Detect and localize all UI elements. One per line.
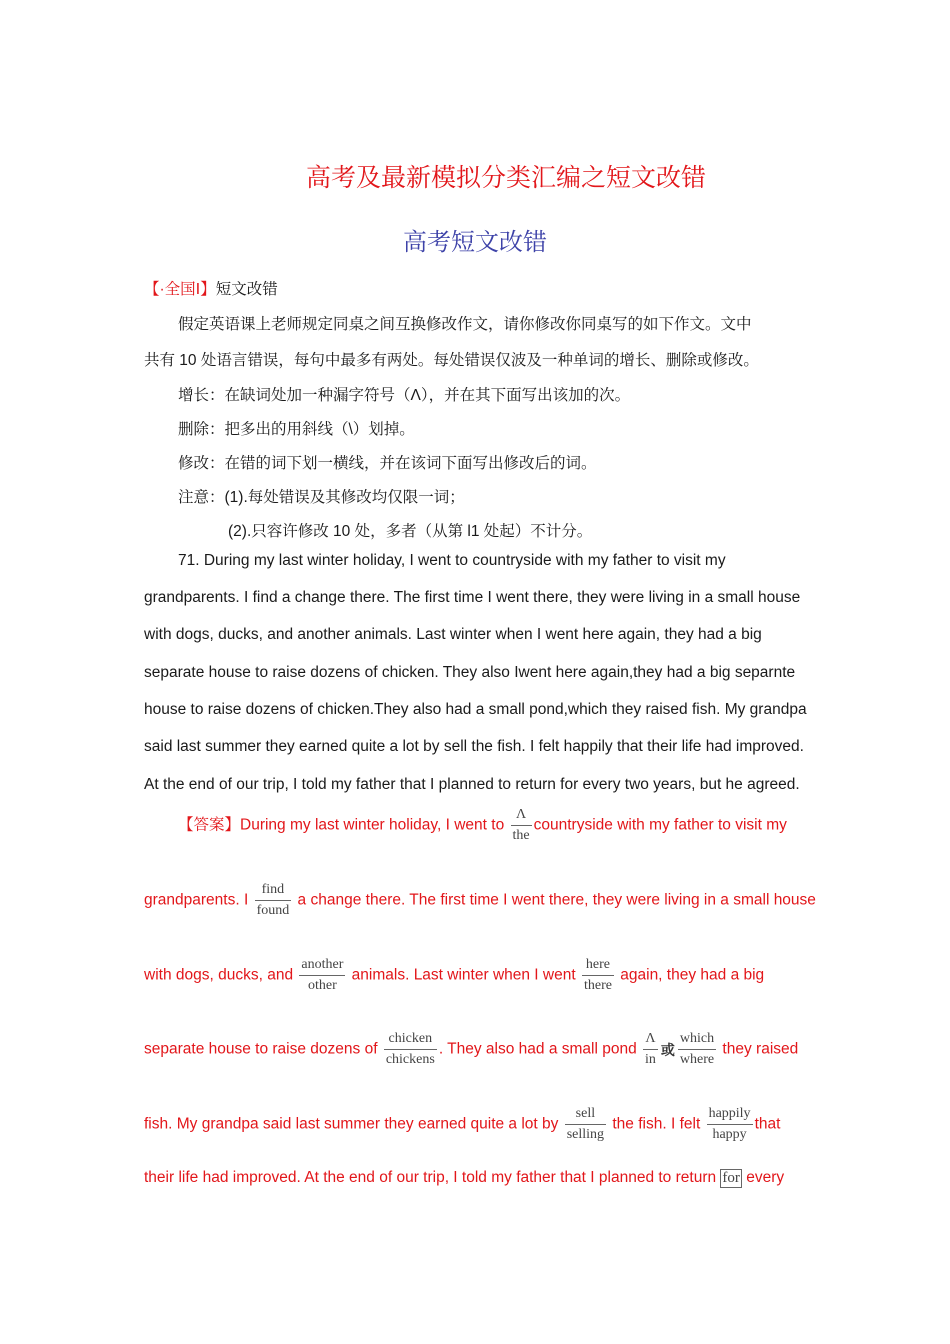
- answer-text: countryside with my father to visit my: [533, 816, 787, 834]
- bracket-close: 】: [200, 281, 216, 298]
- answer-text: grandparents. I: [144, 891, 253, 909]
- correction-chicken-chickens: [384, 1032, 437, 1067]
- instruction-intro-2: 共有 10 处语言错误，每句中最多有两处。每处错误仅波及一种单词的增长、删除或修改。: [144, 352, 759, 369]
- correction-right: found: [256, 903, 290, 918]
- answer-text: they raised: [718, 1040, 799, 1058]
- correction-wrong: chicken: [384, 1032, 437, 1050]
- correction-right: the: [512, 828, 530, 843]
- correction-wrong: happily: [707, 1107, 753, 1125]
- answer-text: their life had improved. At the end of our trip, I told my father that I planned to return: [144, 1169, 721, 1186]
- section-name: 短文改错: [215, 281, 278, 298]
- correction-right: there: [583, 978, 612, 993]
- answer-text: with dogs, ducks, and: [144, 966, 298, 984]
- sub-title: 高考短文改错: [403, 228, 547, 256]
- instruction-add: 增长：在缺词处加一种漏字符号（Λ），并在其下面写出该加的次。: [178, 387, 631, 404]
- correction-wrong: find: [255, 883, 292, 901]
- question-line-5: house to raise dozens of chicken.They also had a small pond,which they raised fish. My grandpa: [144, 701, 807, 718]
- correction-wrong: sell: [565, 1107, 606, 1125]
- answer-text: the fish. I felt: [608, 1115, 705, 1133]
- question-line-3: with dogs, ducks, and another animals. Last winter when I went here again, they had a big: [144, 626, 762, 643]
- correction-right: selling: [566, 1127, 605, 1142]
- correction-insert-in: [643, 1032, 658, 1067]
- answer-label: 【答案】: [178, 816, 241, 834]
- correction-wrong: here: [582, 958, 614, 976]
- section-source: ·全国Ⅰ: [159, 281, 201, 298]
- correction-right: in: [645, 1052, 656, 1067]
- answer-text: every: [741, 1169, 785, 1186]
- answer-text: animals. Last winter when I went: [347, 966, 580, 984]
- answer-text: again, they had a big: [615, 966, 765, 984]
- instruction-note-1: 注意：(1).每处错误及其修改均仅限一词；: [178, 489, 465, 506]
- or-marker: 或: [660, 1042, 675, 1059]
- answer-text: . They also had a small pond: [438, 1040, 642, 1058]
- question-line-4: separate house to raise dozens of chicken. They also Iwent here again,they had a big separnte: [144, 664, 796, 681]
- correction-here-there: [582, 958, 614, 993]
- correction-find-found: [255, 883, 292, 918]
- correction-wrong: which: [678, 1032, 716, 1050]
- bracket-open: 【: [144, 281, 160, 298]
- answer-line-4: [144, 1032, 798, 1067]
- answer-line-6: [144, 1169, 784, 1188]
- answer-line-1: [178, 808, 787, 843]
- answer-text: fish. My grandpa said last summer they earned quite a lot by: [144, 1115, 563, 1133]
- answer-text: a change there. The first time I went there, they were living in a small house: [293, 891, 816, 909]
- answer-text: separate house to raise dozens of: [144, 1040, 382, 1058]
- correction-wrong: Λ: [643, 1032, 658, 1050]
- correction-wrong: Λ: [511, 808, 532, 826]
- section-heading: [144, 277, 278, 299]
- correction-right: chickens: [385, 1052, 435, 1067]
- instruction-note-2: (2).只容许修改 10 处，多者（从第 l1 处起）不计分。: [228, 523, 593, 540]
- deletion-box-for: for: [722, 1170, 740, 1186]
- answer-line-3: [144, 958, 764, 993]
- correction-another-other: [299, 958, 345, 993]
- question-line-2: grandparents. I find a change there. The first time I went there, they were living in a small house: [144, 589, 801, 606]
- correction-right: happy: [712, 1127, 747, 1142]
- question-line-1: 71. During my last winter holiday, I went to countryside with my father to visit my: [178, 552, 726, 569]
- question-line-7: At the end of our trip, I told my father that I planned to return for every two years, but he agreed.: [144, 776, 800, 793]
- correction-sell-selling: [565, 1107, 606, 1142]
- instruction-modify: 修改：在错的词下划一横线，并在该词下面写出修改后的词。: [178, 455, 597, 472]
- correction-right: other: [307, 978, 337, 993]
- instruction-intro-1: 假定英语课上老师规定同桌之间互换修改作文，请你修改你同桌写的如下作文。文中: [178, 316, 752, 333]
- main-title: 高考及最新模拟分类汇编之短文改错: [305, 163, 706, 192]
- correction-wrong: another: [299, 958, 345, 976]
- correction-insert-the: [511, 808, 532, 843]
- answer-line-2: [144, 883, 816, 918]
- correction-happily-happy: [707, 1107, 753, 1142]
- answer-text: During my last winter holiday, I went to: [240, 816, 509, 834]
- correction-right: where: [679, 1052, 715, 1067]
- answer-line-5: [144, 1107, 780, 1142]
- question-line-6: said last summer they earned quite a lot by sell the fish. I felt happily that their life had improved.: [144, 738, 804, 755]
- answer-text: that: [754, 1115, 781, 1133]
- correction-which-where: [678, 1032, 716, 1067]
- instruction-delete: 删除：把多出的用斜线（\）划掉。: [178, 421, 415, 438]
